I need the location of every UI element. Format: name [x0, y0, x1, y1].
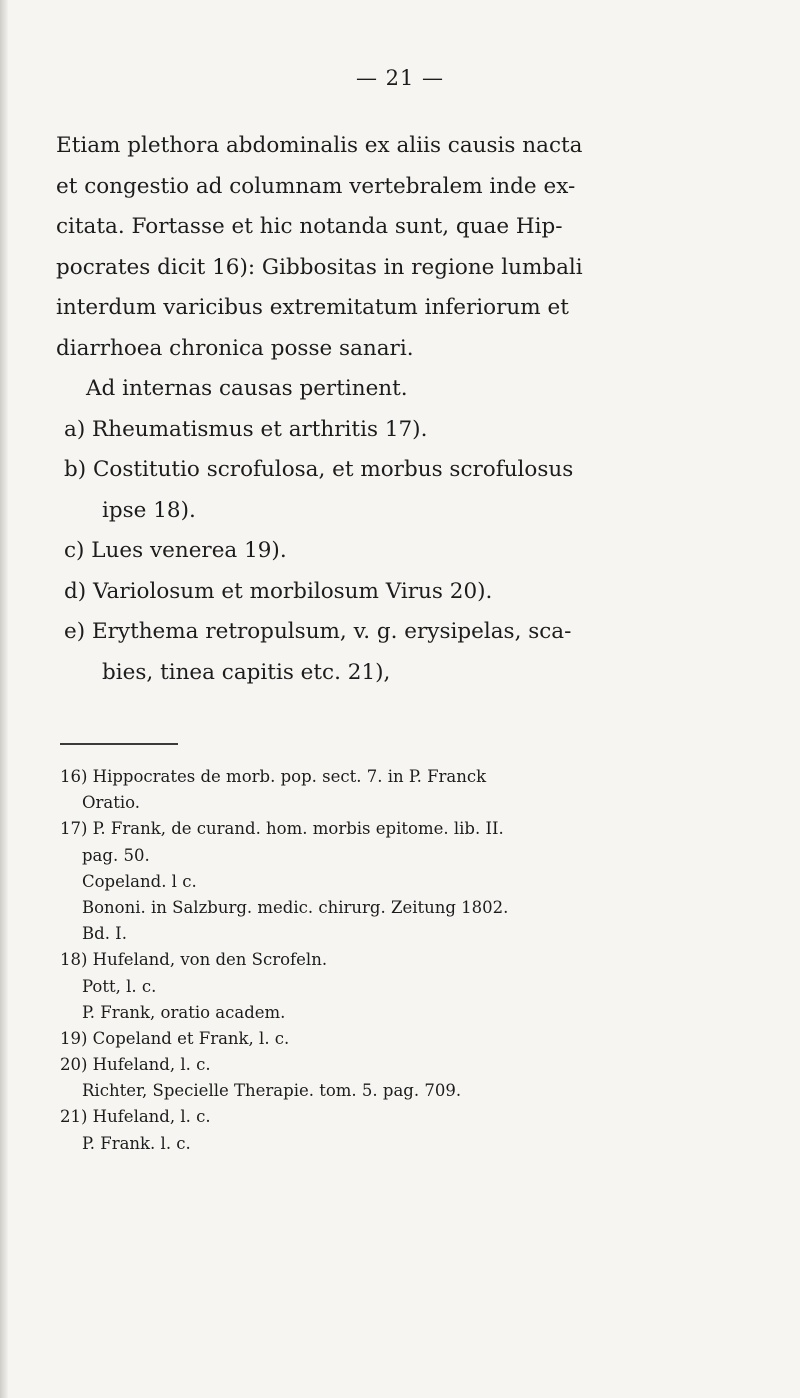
page-edge: [0, 0, 8, 1398]
list-item-continuation: ipse 18).: [102, 497, 196, 523]
footnote-continuation: Pott, l. c.: [82, 976, 157, 996]
text-line: diarrhoea chronica posse sanari.: [56, 335, 414, 361]
footnote: 16) Hippocrates de morb. pop. sect. 7. in P. Franck: [60, 767, 487, 786]
list-item-continuation: bies, tinea capitis etc. 21),: [102, 659, 391, 685]
list-item: d) Variolosum et morbilosum Virus 20).: [64, 578, 493, 604]
page-number-header: — 21 —: [355, 66, 445, 90]
footnote: 17) P. Frank, de curand. hom. morbis epitome. lib. II.: [60, 819, 504, 839]
list-item: c) Lues venerea 19).: [64, 538, 287, 563]
footnote-continuation: Copeland. l c.: [82, 871, 197, 891]
text-line: pocrates dicit 16): Gibbositas in regione lumbali: [56, 254, 583, 280]
footnote: 21) Hufeland, l. c.: [60, 1107, 211, 1127]
list-item: b) Costitutio scrofulosa, et morbus scrofulosus: [64, 457, 574, 482]
list-item: a) Rheumatismus et arthritis 17).: [64, 416, 428, 442]
text-line: Ad internas causas pertinent.: [86, 376, 408, 401]
footnote-continuation: Bononi. in Salzburg. medic. chirurg. Zeitung 1802.: [82, 897, 509, 917]
main-text: [56, 126, 756, 693]
text-line: et congestio ad columnam vertebralem inde ex-: [56, 173, 576, 199]
text-line: interdum varicibus extremitatum inferiorum et: [56, 295, 569, 320]
footnote-continuation: pag. 50.: [82, 845, 150, 865]
footnote-divider: [60, 743, 178, 745]
footnote: 20) Hufeland, l. c.: [60, 1055, 211, 1075]
footnote-continuation: P. Frank. l. c.: [82, 1133, 191, 1153]
footnote-continuation: P. Frank, oratio academ.: [82, 1002, 286, 1022]
footnotes: [60, 764, 760, 1157]
footnote-continuation: Bd. I.: [82, 924, 127, 944]
footnote: 18) Hufeland, von den Scrofeln.: [60, 950, 328, 970]
footnote-continuation: Richter, Specielle Therapie. tom. 5. pag. 709.: [82, 1081, 462, 1101]
footnote: 19) Copeland et Frank, l. c.: [60, 1028, 290, 1048]
list-item: e) Erythema retropulsum, v. g. erysipelas, sca-: [64, 619, 572, 644]
footnote-continuation: Oratio.: [82, 793, 141, 813]
text-line: Etiam plethora abdominalis ex aliis causis nacta: [56, 133, 583, 158]
text-line: citata. Fortasse et hic notanda sunt, quae Hip-: [56, 214, 563, 239]
